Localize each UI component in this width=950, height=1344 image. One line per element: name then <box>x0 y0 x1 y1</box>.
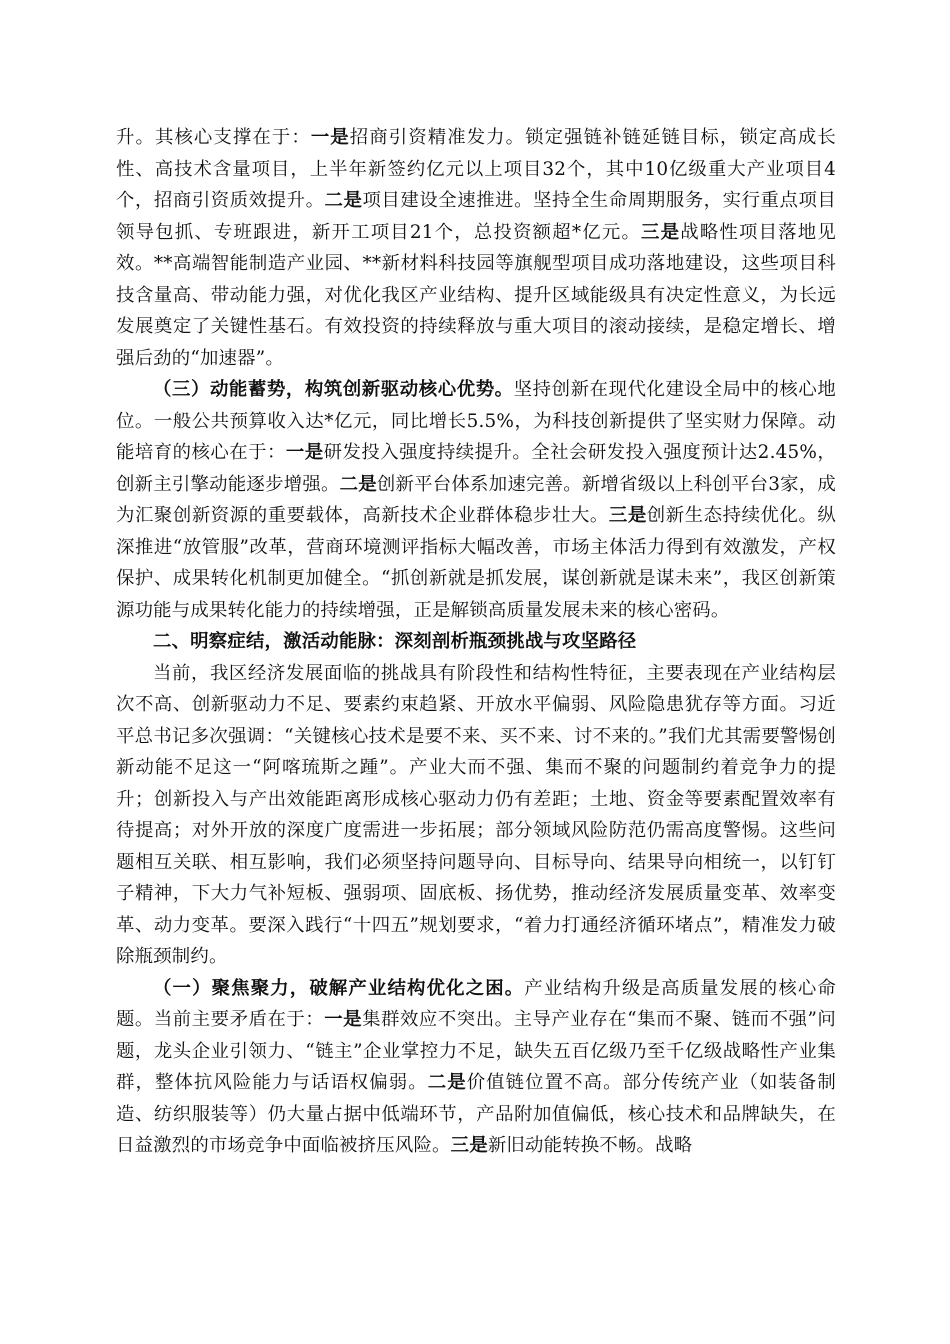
bold-marker: 二是 <box>324 190 363 211</box>
text-run: 产业结构升级是高质量发展的核心命题。当前主要矛盾在于： <box>116 977 836 1030</box>
bold-marker: 三是 <box>450 1135 488 1156</box>
section-heading-1: （一）聚焦聚力，破解产业结构优化之困。 <box>153 977 525 999</box>
text-run: 项目建设全速推进。坚持全生命周期服务，实行重点项目领导包抓、专班跟进，新开工项目21个，总投资额超*亿元。 <box>116 190 836 243</box>
bold-marker: 三是 <box>608 505 647 526</box>
text-run: 研发投入强度持续提升。全社会研发投入强度预计达2.45%，创新主引擎动能逐步增强。 <box>116 442 836 495</box>
paragraph-investment <box>116 122 836 374</box>
section-heading-2: 二、明察症结，激活动能脉：深刻剖析瓶颈挑战与攻坚路径 <box>153 631 637 652</box>
bold-marker: 二是 <box>427 1072 467 1093</box>
paragraph-industry <box>116 973 836 1162</box>
bold-marker: 一是 <box>310 127 350 148</box>
text-run: 价值链位置不高。部分传统产业（如装备制造、纺织服装等）仍大量占据中低端环节，产品附加值偏低，核心技术和品牌缺失，在日益激烈的市场竞争中面临被挤压风险。 <box>116 1072 836 1156</box>
text-run: 坚持创新在现代化建设全局中的核心地位。一般公共预算收入达*亿元，同比增长5.5%，为科技创新提供了坚实财力保障。动能培育的核心在于： <box>116 379 836 463</box>
paragraph-innovation <box>116 374 836 626</box>
text-run: 招商引资精准发力。锁定强链补链延链目标，锁定高成长性、高技术含量项目，上半年新签约亿元以上项目32个，其中10亿级重大产业项目4个，招商引资质效提升。 <box>116 127 836 211</box>
bold-marker: 三是 <box>641 221 681 243</box>
bold-marker: 二是 <box>339 473 377 495</box>
text-run: 集群效应不突出。主导产业存在“集而不聚、链而不强”问题，龙头企业引领力、“链主”企业掌控力不足，缺失五百亿级乃至千亿级战略性产业集群，整体抗风险能力与话语权偏弱。 <box>116 1009 837 1093</box>
text-run: 升。其核心支撑在于： <box>116 127 311 148</box>
text-run: 新旧动能转换不畅。战略 <box>487 1135 693 1156</box>
text-run: 创新生态持续优化。纵深推进“放管服”改革，营商环境测评指标大幅改善，市场主体活力得到有效激发，产权保护、成果转化机制更加健全。“抓创新就是抓发展，谋创新就是谋未来”，我区创新策源功能与成果转化能力的持续增强，正是解锁高质量发展未来的核心密码。 <box>116 505 836 621</box>
text-run: 战略性项目落地见效。**高端智能制造产业园、**新材料科技园等旗舰型项目成功落地建设，这些项目科技含量高、带动能力强，对优化我区产业结构、提升区域能级具有决定性意义，为长远发展奠定了关键性基石。有效投资的持续释放与重大项目的滚动接续，是稳定增长、增强后劲的“加速器”。 <box>116 221 836 369</box>
section-heading-3: （三）动能蓄势，构筑创新驱动核心优势。 <box>153 379 514 400</box>
bold-marker: 一是 <box>285 442 324 463</box>
paragraph-challenges: 当前，我区经济发展面临的挑战具有阶段性和结构性特征，主要表现在产业结构层次不高、创新驱动力不足、要素约束趋紧、开放水平偏弱、风险隐患犹存等方面。习近平总书记多次强调：“关键核心技术是要不来、买不来、讨不来的。”我们尤其需要警惕创新动能不足这一“阿喀琉斯之踵”。产业大而不强、集而不聚的问题制约着竞争力的提升；创新投入与产出效能距离形成核心驱动力仍有差距；土地、资金等要素配置效率有待提高；对外开放的深度广度需进一步拓展；部分领域风险防范仍需高度警惕。这些问题相互关联、相互影响，我们必须坚持问题导向、目标导向、结果导向相统一，以钉钉子精神，下大力气补短板、强弱项、固底板、扬优势，推动经济发展质量变革、效率变革、动力变革。要深入践行“十四五”规划要求，“着力打通经济循环堵点”，精准发力破除瓶颈制约。 <box>116 662 836 967</box>
bold-marker: 一是 <box>324 1009 363 1030</box>
document-body <box>116 122 836 1162</box>
text-run: 创新平台体系加速完善。新增省级以上科创平台3家，成为汇聚创新资源的重要载体，高新技术企业群体稳步壮大。 <box>116 473 837 526</box>
